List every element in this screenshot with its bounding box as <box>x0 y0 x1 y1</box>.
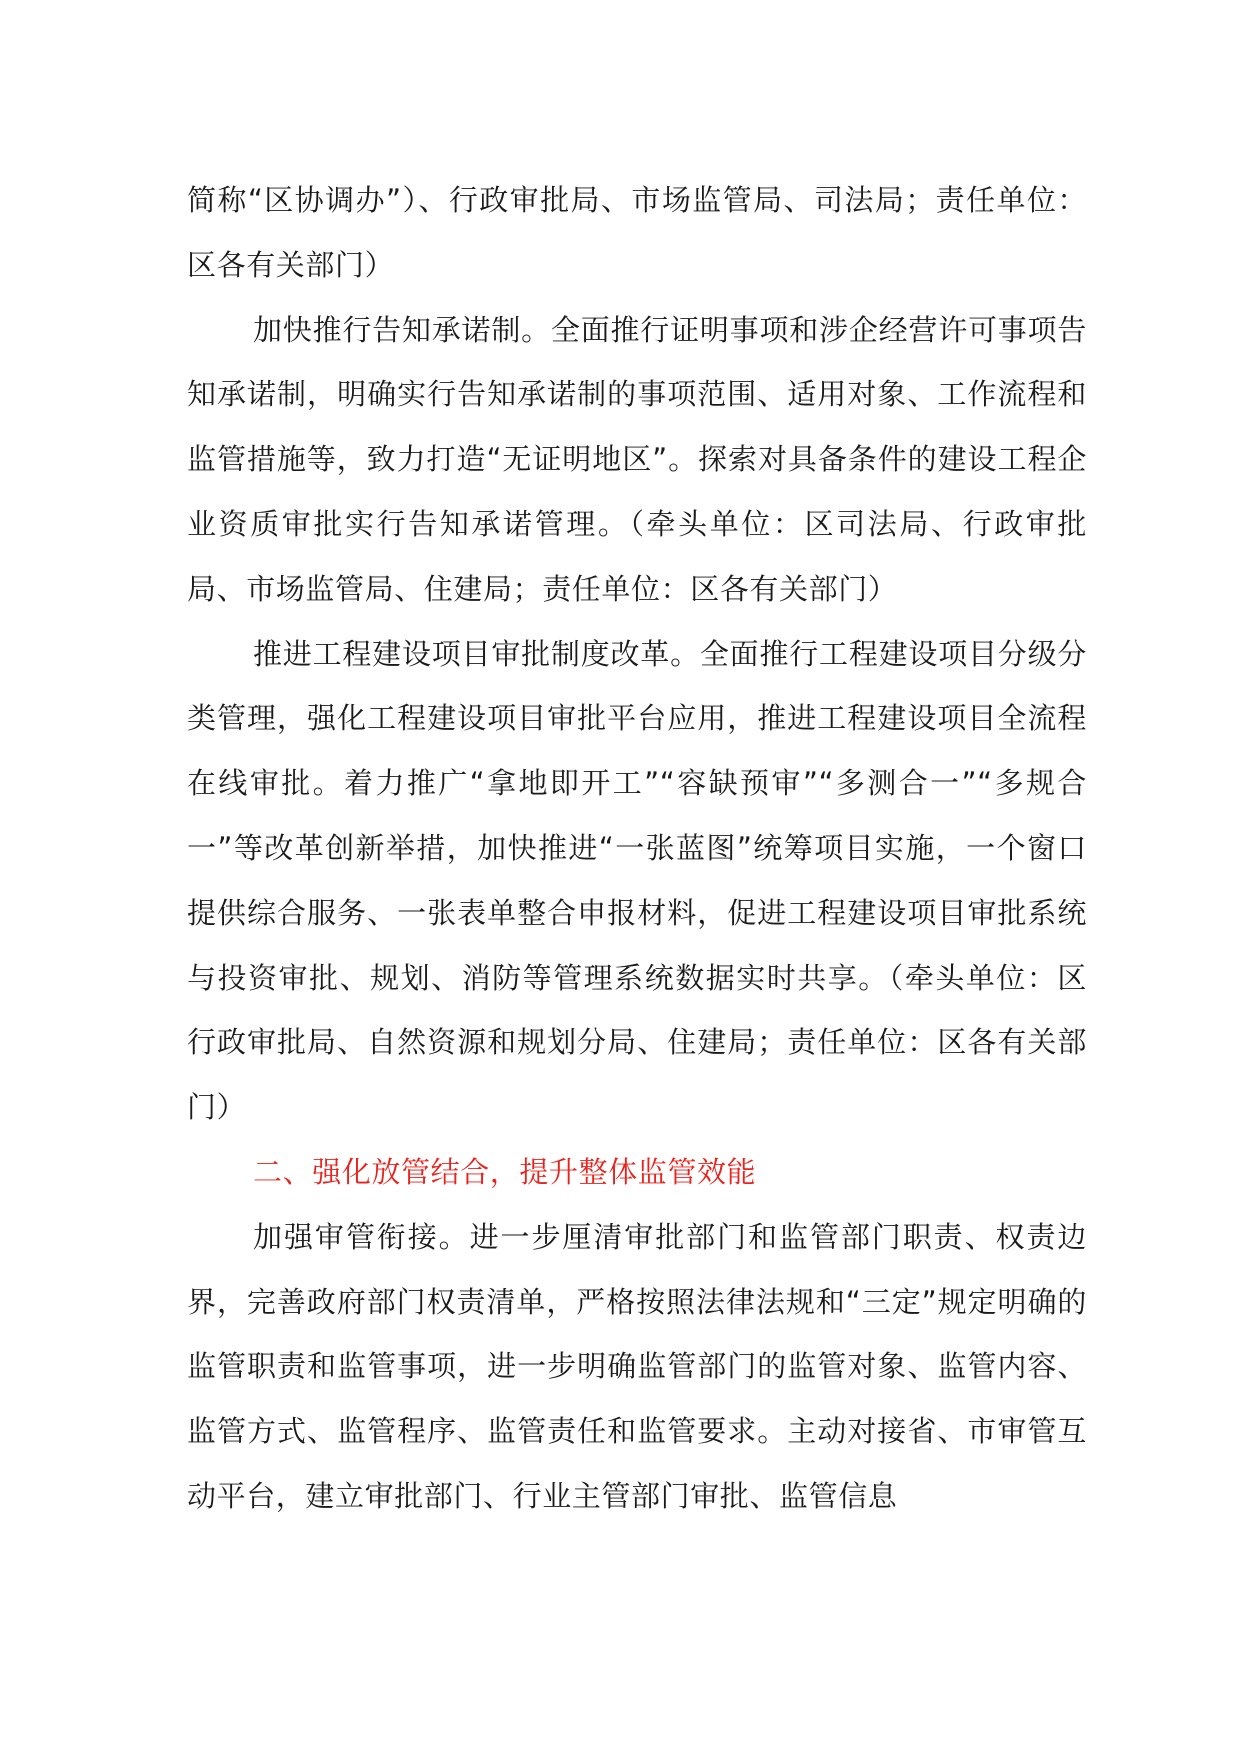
document-body <box>187 168 1087 1529</box>
paragraph-continuation: 简称“区协调办”）、行政审批局、市场监管局、司法局；责任单位：区各有关部门） <box>187 183 1087 282</box>
paragraph-notification-commitment: 加快推行告知承诺制。全面推行证明事项和涉企经营许可事项告知承诺制，明确实行告知承诺制的事项范围、适用对象、工作流程和监管措施等，致力打造“无证明地区”。探索对具备条件的建设工程企业资质审批实行告知承诺管理。（牵头单位：区司法局、行政审批局、市场监管局、住建局；责任单位：区各有关部门） <box>187 312 1087 606</box>
paragraph-approval-supervision-link: 加强审管衔接。进一步厘清审批部门和监管部门职责、权责边界，完善政府部门权责清单，严格按照法律法规和“三定”规定明确的监管职责和监管事项，进一步明确监管部门的监管对象、监管内容、监管方式、监管程序、监管责任和监管要求。主动对接省、市审管互动平台，建立审批部门、行业主管部门审批、监管信息 <box>187 1219 1087 1513</box>
section-heading-supervision: 二、强化放管结合，提升整体监管效能 <box>253 1154 757 1189</box>
paragraph-construction-approval-reform: 推进工程建设项目审批制度改革。全面推行工程建设项目分级分类管理，强化工程建设项目审批平台应用，推进工程建设项目全流程在线审批。着力推广“拿地即开工”“容缺预审”“多测合一”“多规合一”等改革创新举措，加快推进“一张蓝图”统筹项目实施，一个窗口提供综合服务、一张表单整合申报材料，促进工程建设项目审批系统与投资审批、规划、消防等管理系统数据实时共享。（牵头单位：区行政审批局、自然资源和规划分局、住建局；责任单位：区各有关部门） <box>187 636 1087 1125</box>
